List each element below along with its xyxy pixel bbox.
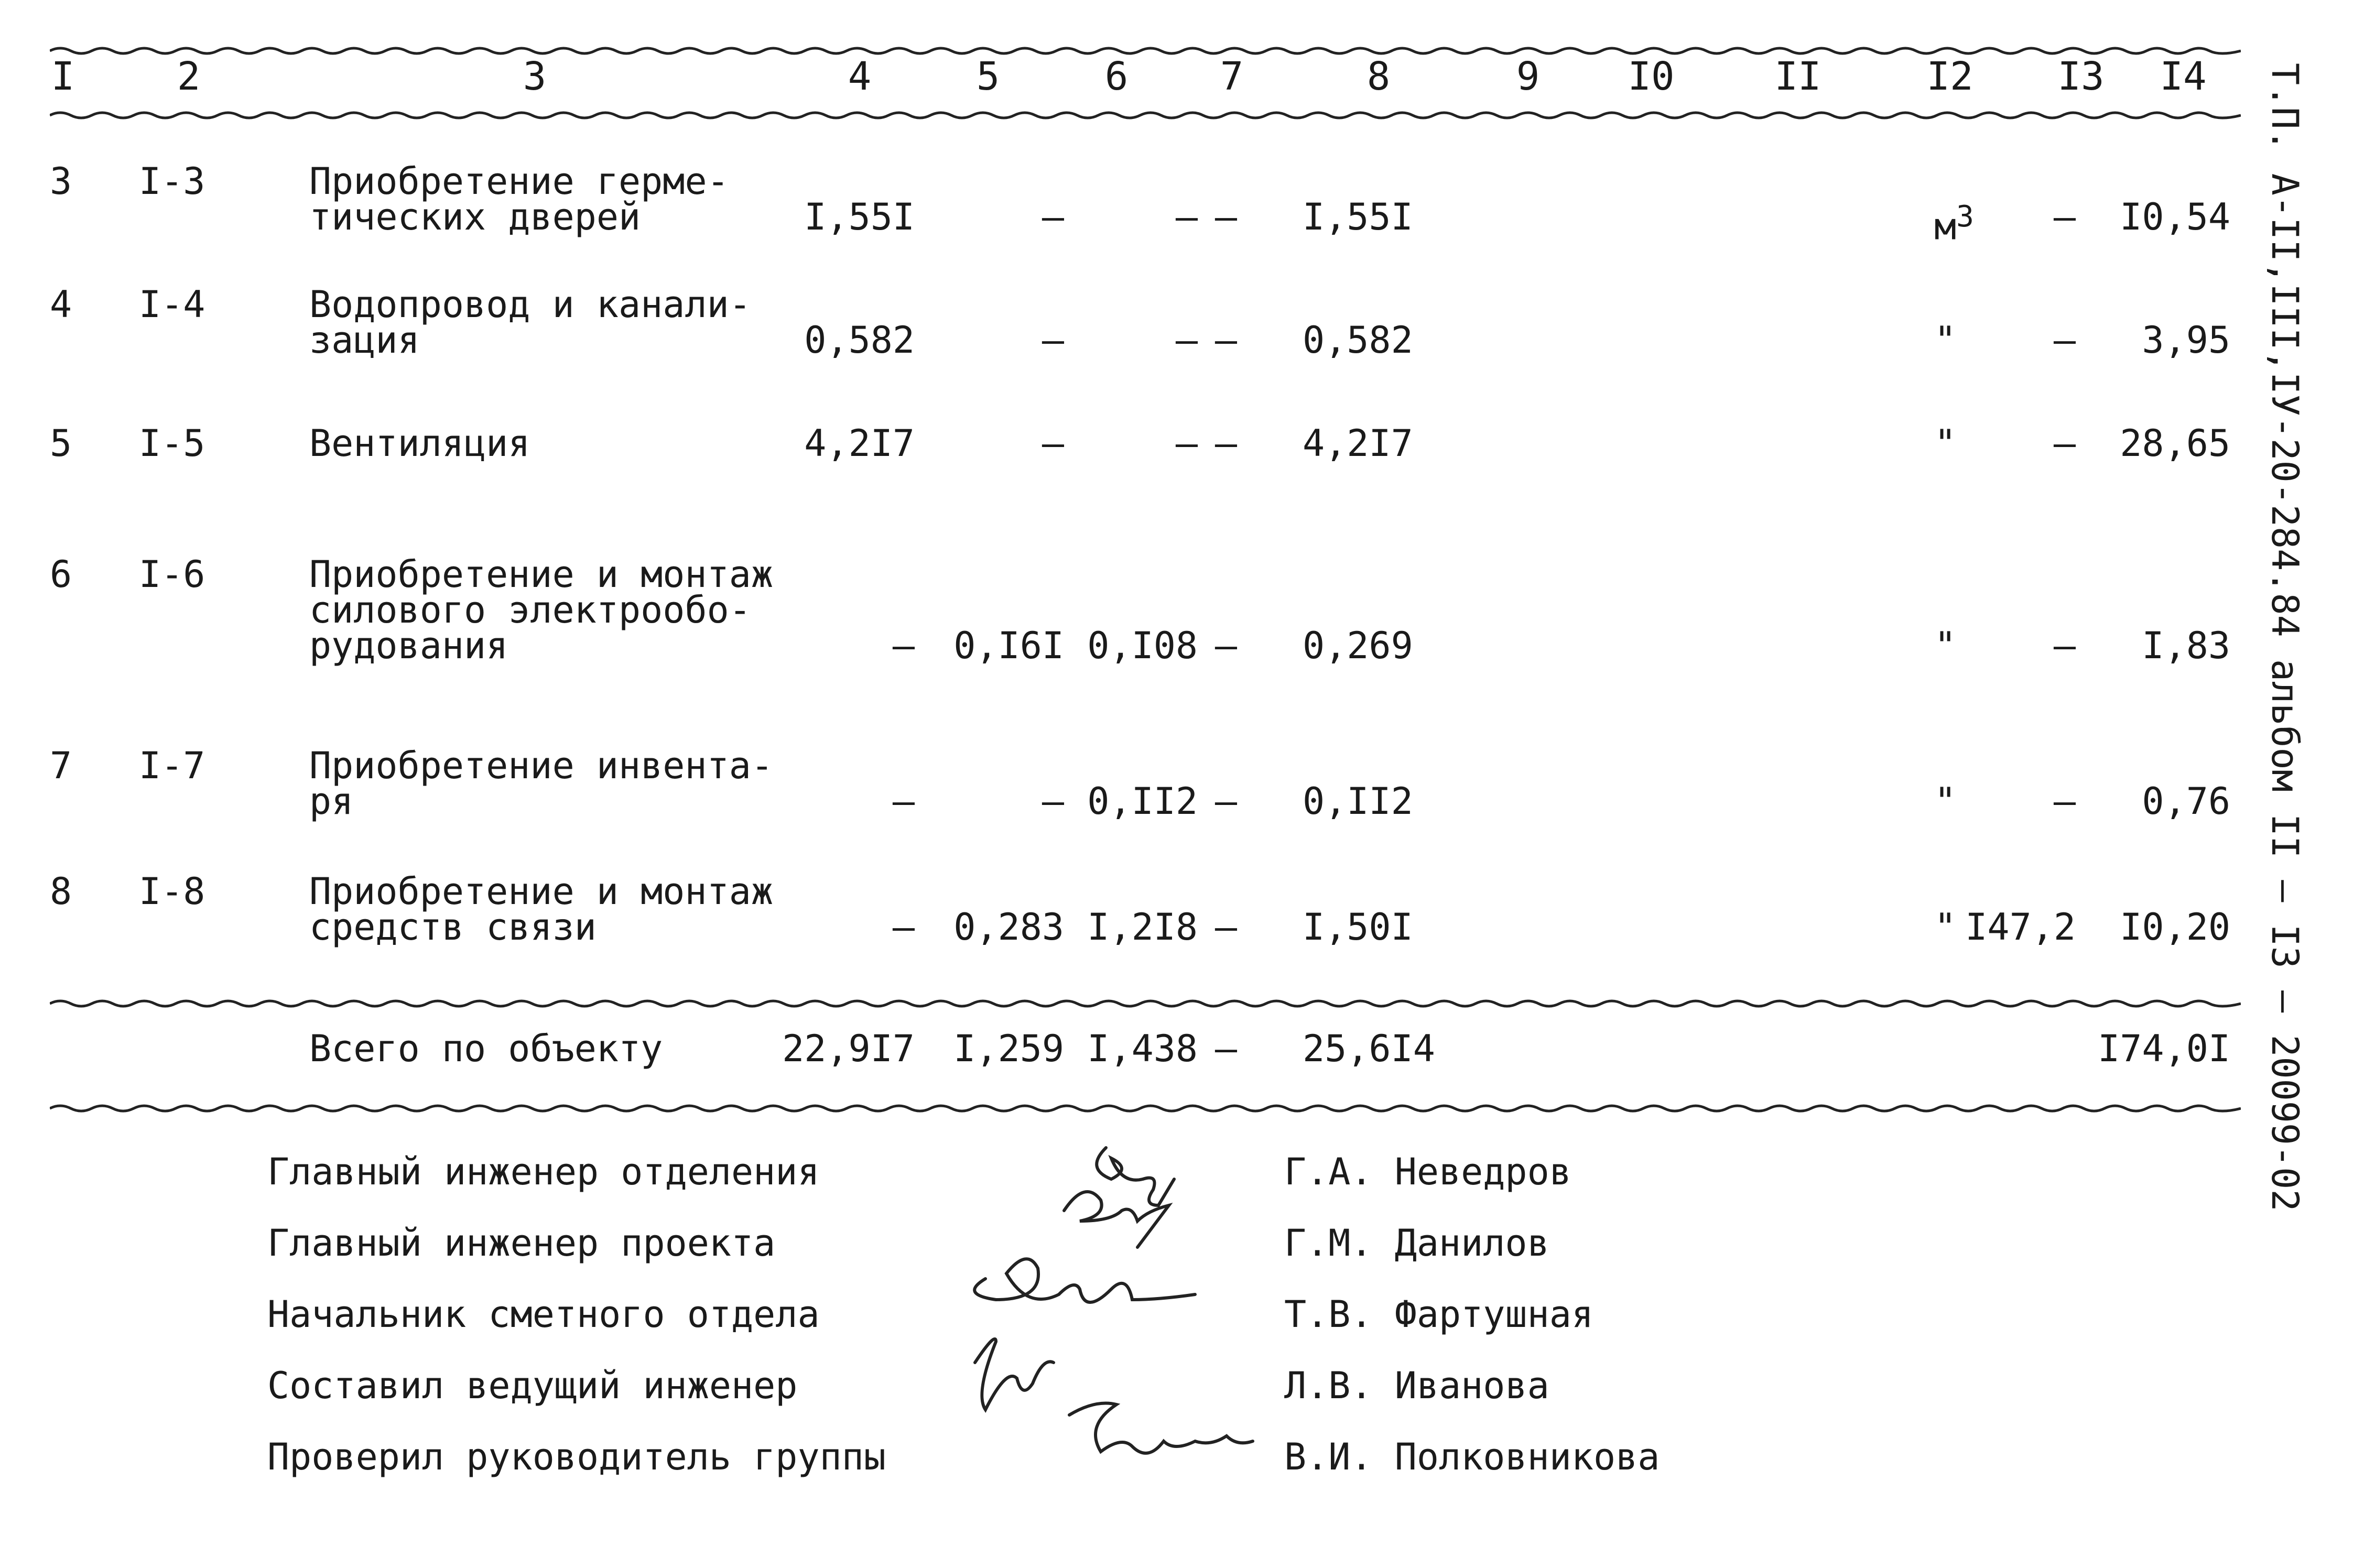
total-top-rule xyxy=(50,996,2241,1011)
row-name-line: рудования xyxy=(309,624,508,667)
column-header: I xyxy=(51,54,75,99)
cell-c13: I47,2 xyxy=(1965,906,2076,949)
cell-c4: – xyxy=(892,624,915,667)
cell-c14: 0,76 xyxy=(2142,780,2230,823)
cell-c13: – xyxy=(2053,422,2076,465)
column-header: 6 xyxy=(1104,54,1129,99)
row-code: I-6 xyxy=(139,553,205,596)
total-bottom-rule xyxy=(50,1101,2241,1116)
cell-c14: I0,54 xyxy=(2120,195,2230,238)
row-name-line: Водопровод и канали- xyxy=(309,283,751,326)
row-code: I-5 xyxy=(139,422,205,465)
row-name-line: Вентиляция xyxy=(309,422,530,465)
cell-c4: – xyxy=(892,906,915,949)
total-c6: I,438 xyxy=(1087,1027,1198,1070)
cell-c6: 0,I08 xyxy=(1087,624,1198,667)
cell-c5: 0,I6I xyxy=(953,624,1064,667)
row-name-line: Приобретение и монтаж xyxy=(309,553,774,596)
cell-c6: – xyxy=(1175,195,1198,238)
row-number: 6 xyxy=(50,553,72,596)
column-header: 9 xyxy=(1516,54,1540,99)
cell-c13: – xyxy=(2053,624,2076,667)
cell-c4: 4,2I7 xyxy=(804,422,915,465)
cell-c13: – xyxy=(2053,195,2076,238)
row-name-line: Приобретение и монтаж xyxy=(309,870,774,913)
signature-name: В.И. Полковникова xyxy=(1284,1435,1660,1478)
column-header: II xyxy=(1774,54,1821,99)
total-c4: 22,9I7 xyxy=(782,1027,915,1070)
cell-c7: – xyxy=(1215,624,1237,667)
side-stamp-text: Т.П. А-II,III,IУ-20-284.84 альбом II – I3 – 20099-02 xyxy=(2263,63,2306,1212)
cell-c4: – xyxy=(892,780,915,823)
row-name-line: ря xyxy=(309,780,354,823)
cell-c6: – xyxy=(1175,422,1198,465)
cell-c8: 0,582 xyxy=(1303,319,1413,362)
cell-c6: – xyxy=(1175,319,1198,362)
signature-name: Г.М. Данилов xyxy=(1284,1222,1549,1265)
cell-c8: I,50I xyxy=(1303,906,1413,949)
total-c14: I74,0I xyxy=(2098,1027,2230,1070)
row-number: 4 xyxy=(50,283,72,326)
cell-c6: 0,II2 xyxy=(1087,780,1198,823)
signature-role: Составил ведущий инженер xyxy=(267,1364,798,1407)
row-number: 7 xyxy=(50,744,72,787)
row-name-line: Приобретение герме- xyxy=(309,160,729,203)
signature-name: Л.В. Иванова xyxy=(1284,1364,1549,1407)
cell-c4: 0,582 xyxy=(804,319,915,362)
row-code: I-3 xyxy=(139,160,205,203)
signature-role: Главный инженер проекта xyxy=(267,1222,776,1265)
cell-c7: – xyxy=(1215,780,1237,823)
row-name-line: силового электрообо- xyxy=(309,589,751,631)
top-rule xyxy=(50,43,2241,59)
column-header: 2 xyxy=(177,54,201,99)
cell-c5: 0,283 xyxy=(953,906,1064,949)
cell-c7: – xyxy=(1215,319,1237,362)
unit-superscript: 3 xyxy=(1956,200,1974,234)
row-number: 3 xyxy=(50,160,72,203)
cell-c7: – xyxy=(1215,906,1237,949)
column-header: I4 xyxy=(2160,54,2207,99)
cell-c8: 0,II2 xyxy=(1303,780,1413,823)
cell-c8: 4,2I7 xyxy=(1303,422,1413,465)
row-code: I-8 xyxy=(139,870,205,913)
column-header: 3 xyxy=(523,54,547,99)
column-header: 4 xyxy=(848,54,872,99)
cell-c14: 28,65 xyxy=(2120,422,2230,465)
cell-c13: – xyxy=(2053,319,2076,362)
header-rule xyxy=(50,107,2241,123)
signature-role: Начальник сметного отдела xyxy=(267,1293,820,1336)
total-c7: – xyxy=(1215,1027,1237,1070)
row-name-line: зация xyxy=(309,319,420,362)
signature-role: Проверил руководитель группы xyxy=(267,1435,886,1478)
handwritten-signatures xyxy=(954,1132,1279,1478)
row-name-line: Приобретение инвента- xyxy=(309,744,774,787)
column-header: 5 xyxy=(976,54,1000,99)
row-number: 5 xyxy=(50,422,72,465)
cell-c5: – xyxy=(1042,780,1064,823)
cell-c5: – xyxy=(1042,422,1064,465)
cell-unit: " xyxy=(1934,624,1957,667)
row-code: I-4 xyxy=(139,283,205,326)
cell-c7: – xyxy=(1215,422,1237,465)
cell-unit: " xyxy=(1934,780,1957,823)
side-stamp xyxy=(2254,0,2348,1568)
cell-c8: I,55I xyxy=(1303,195,1413,238)
total-label: Всего по объекту xyxy=(309,1027,663,1070)
cell-c4: I,55I xyxy=(804,195,915,238)
row-code: I-7 xyxy=(139,744,205,787)
cell-unit: " xyxy=(1934,906,1957,949)
cell-c14: I,83 xyxy=(2142,624,2230,667)
cell-c6: I,2I8 xyxy=(1087,906,1198,949)
cell-unit: " xyxy=(1934,422,1957,465)
cell-c14: 3,95 xyxy=(2142,319,2230,362)
column-header: 7 xyxy=(1220,54,1244,99)
cell-c7: – xyxy=(1215,195,1237,238)
total-c8: 25,6I4 xyxy=(1303,1027,1435,1070)
signature-name: Т.В. Фартушная xyxy=(1284,1293,1594,1336)
column-header: I0 xyxy=(1628,54,1675,99)
cell-c14: I0,20 xyxy=(2120,906,2230,949)
total-c5: I,259 xyxy=(953,1027,1064,1070)
column-header: 8 xyxy=(1367,54,1391,99)
cell-unit: $м^3$ xyxy=(1934,200,1974,248)
cell-c8: 0,269 xyxy=(1303,624,1413,667)
row-name-line: тических дверей xyxy=(309,195,641,238)
cell-c5: – xyxy=(1042,195,1064,238)
column-header: I2 xyxy=(1926,54,1974,99)
signature-name: Г.А. Неведров xyxy=(1284,1150,1571,1193)
row-number: 8 xyxy=(50,870,72,913)
signature-role: Главный инженер отделения xyxy=(267,1150,820,1193)
cell-unit: " xyxy=(1934,319,1957,362)
cell-c13: – xyxy=(2053,780,2076,823)
row-name-line: средств связи xyxy=(309,906,597,949)
column-header: I3 xyxy=(2057,54,2105,99)
cell-c5: – xyxy=(1042,319,1064,362)
